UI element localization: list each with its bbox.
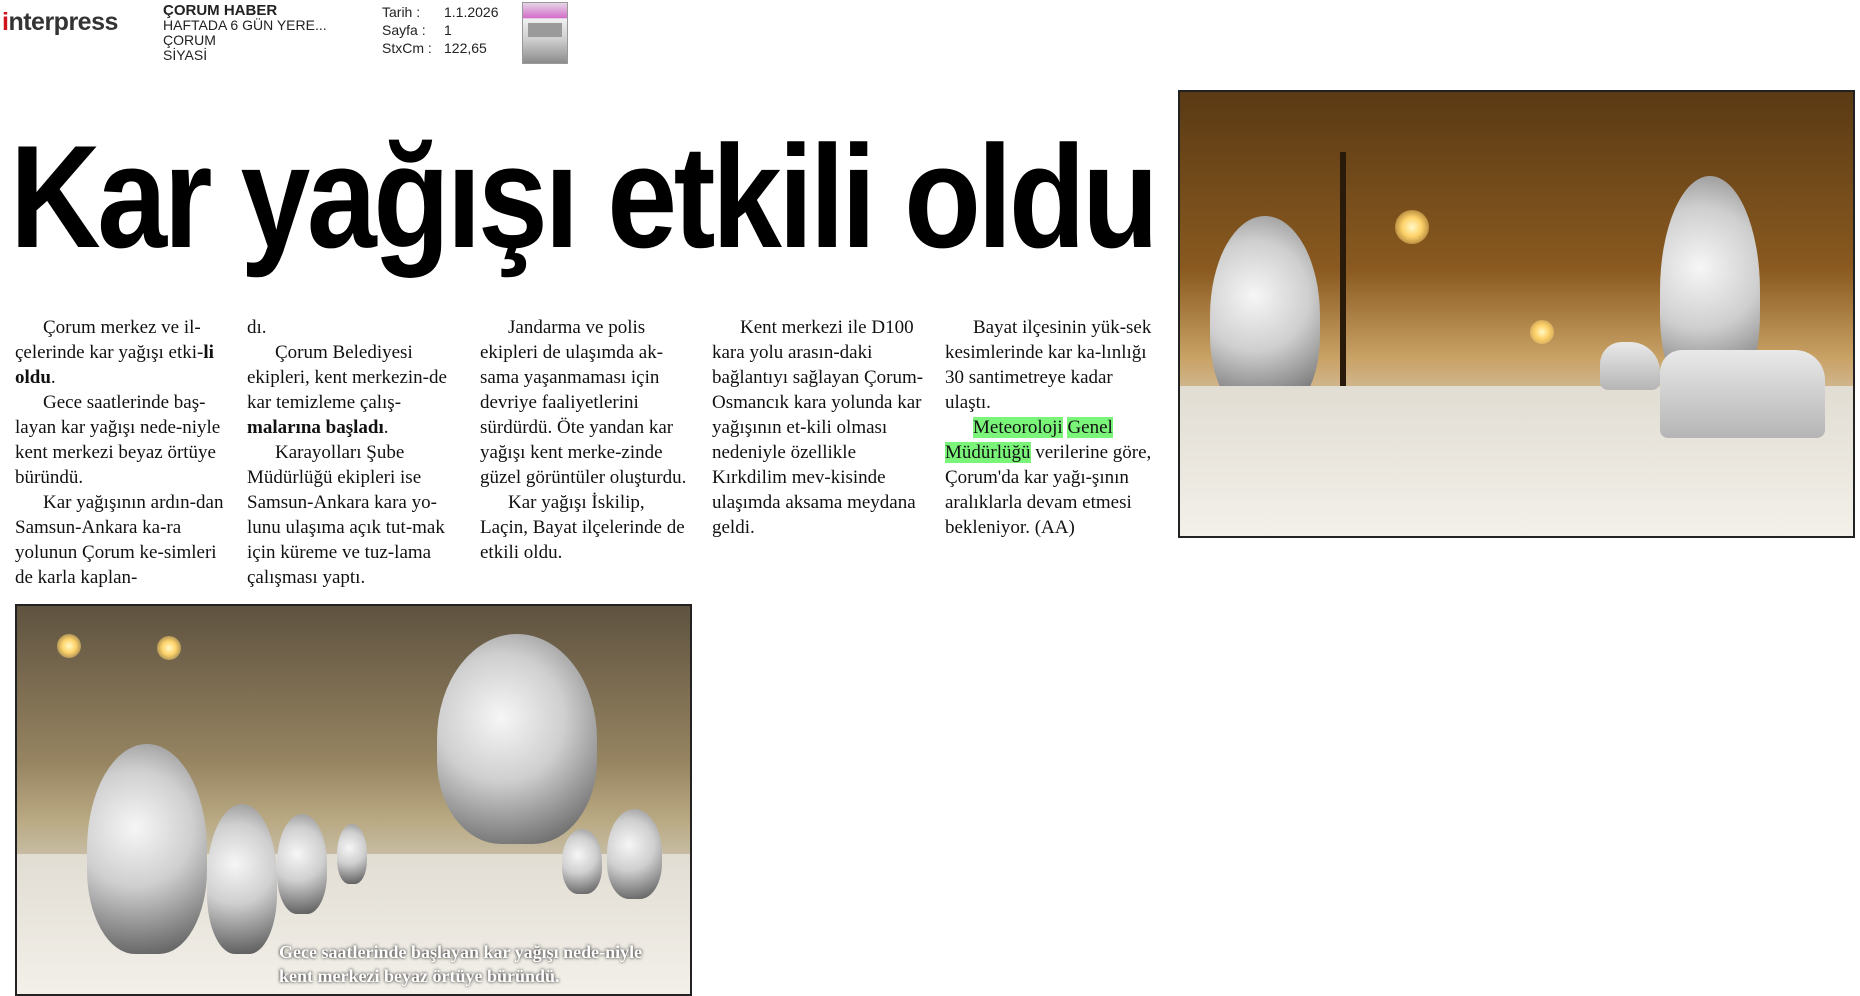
snowy-tree <box>607 809 662 899</box>
paragraph <box>247 340 462 440</box>
text-span: Çorum Belediyesi ekipleri, kent merkezin-de kar temizleme çalış- <box>247 342 447 413</box>
publication-name: ÇORUM HABER <box>163 2 278 19</box>
snowy-tree <box>337 824 367 884</box>
paragraph <box>15 315 230 390</box>
highlighted-term: Müdürlüğü <box>945 442 1031 463</box>
paragraph: dı. <box>247 317 267 338</box>
page-thumbnail[interactable] <box>522 2 568 64</box>
street-lamp <box>1530 320 1554 344</box>
utility-pole <box>1340 152 1346 412</box>
paragraph: Karayolları Şube Müdürlüğü ekipleri ise Samsun-Ankara kara yo-lunu ulaşıma açık tut-mak için küreme ve tuz-lama çalışması yaptı. <box>247 442 445 588</box>
paragraph: Kar yağışının ardın-dan Samsun-Ankara ka-ra yolunun Çorum ke-simleri de karla kaplan- <box>15 492 224 588</box>
publication-category: SİYASİ <box>163 47 208 63</box>
parked-car <box>1660 350 1825 438</box>
clipping-header <box>0 0 600 70</box>
bold-text: li oldu <box>15 342 214 388</box>
highlighted-term: Genel <box>1067 417 1113 438</box>
article-column-2 <box>247 315 462 590</box>
paragraph: Bayat ilçesinin yük-sek kesimlerinde kar ka-lınlığı 30 santimetreye kadar ulaştı. <box>945 317 1152 413</box>
text-span: . <box>383 417 389 438</box>
date-label: Tarih : <box>382 4 421 20</box>
size-value: 122,65 <box>444 40 487 56</box>
page-value: 1 <box>444 22 452 38</box>
paragraph: Kent merkezi ile D100 kara yolu arasın-daki bağlantıyı sağlayan Çorum-Osmancık kara yolunda kar yağışının et-kili olması nedeniyle özellikle Kırkdilim mev-kisinde ulaşımda aksama meydana geldi. <box>712 317 924 538</box>
article-column-3 <box>480 315 695 565</box>
date-value: 1.1.2026 <box>444 4 499 20</box>
street-lamp <box>1395 210 1429 244</box>
paragraph: Jandarma ve polis ekipleri de ulaşımda ak-sama yaşanmaması için devriye faaliyetlerini sürdürdü. Öte yandan kar yağışı kent merke-zinde güzel görüntüler oluşturdu. <box>480 317 687 488</box>
article-column-1 <box>15 315 230 590</box>
paragraph: Kar yağışı İskilip, Laçin, Bayat ilçelerinde de etkili oldu. <box>480 492 685 563</box>
text-span: verilerine göre, Çorum'da kar yağı-şının aralıklarla devam etmesi bekleniyor. (AA) <box>945 442 1152 538</box>
clipping-meta <box>382 3 499 57</box>
snowy-tree <box>562 829 602 894</box>
snowy-tree <box>87 744 207 954</box>
snowy-tree <box>437 634 597 844</box>
photo-snowy-trees-path <box>15 604 692 996</box>
interpress-logo: interpress <box>2 8 118 36</box>
street-lamp <box>57 634 81 658</box>
photo-snowy-street-night <box>1178 90 1855 538</box>
snowy-tree <box>207 804 277 954</box>
size-label: StxCm : <box>382 40 432 56</box>
page-label: Sayfa : <box>382 22 426 38</box>
highlighted-term: Meteoroloji <box>973 417 1063 438</box>
snowy-tree <box>277 814 327 914</box>
street-lamp <box>157 636 181 660</box>
parked-car <box>1600 342 1660 390</box>
text-span: . <box>50 367 56 388</box>
paragraph: Gece saatlerinde baş-layan kar yağışı nede-niyle kent merkezi beyaz örtüye büründü. <box>15 392 221 488</box>
photo-caption: Gece saatlerinde başlayan kar yağışı nede-niyle kent merkezi beyaz örtüye büründü. <box>279 942 643 986</box>
publication-city: ÇORUM <box>163 32 216 48</box>
article-headline: Kar yağışı etkili oldu <box>10 115 1156 278</box>
article-column-5 <box>945 315 1160 540</box>
text-span: Çorum merkez ve il-çelerinde kar yağışı etki- <box>15 317 204 363</box>
bold-text: malarına başladı <box>247 417 384 438</box>
publication-frequency: HAFTADA 6 GÜN YERE... <box>163 17 327 33</box>
paragraph <box>945 415 1160 540</box>
article-column-4 <box>712 315 927 540</box>
publication-info <box>163 3 327 63</box>
